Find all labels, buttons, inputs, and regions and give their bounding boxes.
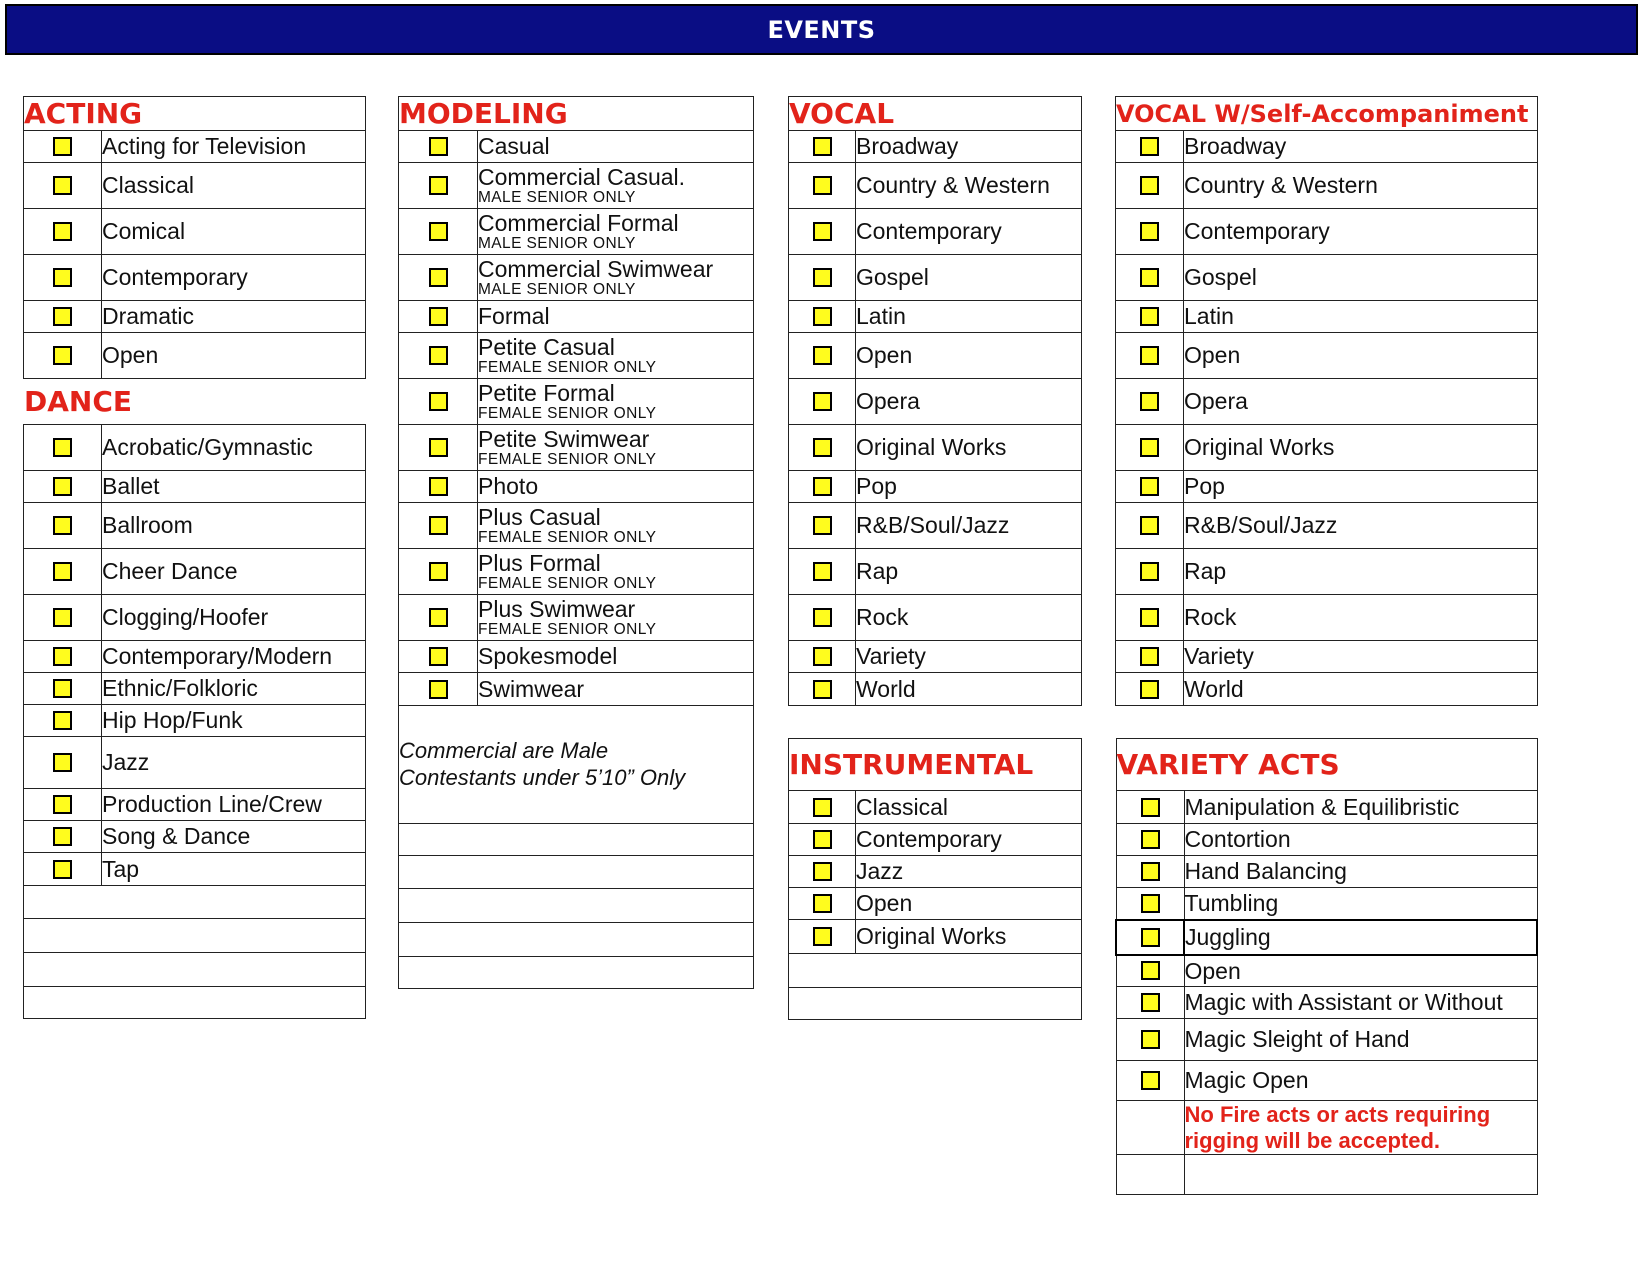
event-label: Rap <box>856 558 899 585</box>
checkbox[interactable] <box>1140 477 1159 496</box>
warning-line: No Fire acts or acts requiring <box>1184 1102 1491 1128</box>
checkbox[interactable] <box>813 268 832 287</box>
checkbox[interactable] <box>1141 862 1160 881</box>
instrumental-table <box>788 738 1082 1020</box>
blank-row <box>24 919 366 953</box>
event-label: World <box>856 675 916 702</box>
checkbox[interactable] <box>1141 993 1160 1012</box>
checkbox[interactable] <box>429 477 448 496</box>
event-label: Contemporary <box>102 264 248 291</box>
variety-heading: VARIETY ACTS <box>1116 739 1537 791</box>
vocal-heading: VOCAL <box>789 97 1082 131</box>
event-label: Commercial Swimwear <box>478 255 714 282</box>
event-label: Production Line/Crew <box>102 791 322 818</box>
checkbox[interactable] <box>53 562 72 581</box>
dance-heading: DANCE <box>24 379 366 425</box>
variety-acts-table <box>1115 738 1538 1195</box>
blank-row <box>399 923 754 957</box>
checkbox[interactable] <box>53 516 72 535</box>
event-label: Jazz <box>102 749 150 776</box>
checkbox[interactable] <box>53 222 72 241</box>
acting-dance-table <box>23 96 366 1019</box>
blank-row <box>24 987 366 1019</box>
checkbox[interactable] <box>1140 268 1159 287</box>
event-label: Plus Formal <box>478 549 601 576</box>
checkbox[interactable] <box>813 862 832 881</box>
event-label: Commercial Formal <box>478 209 679 236</box>
checkbox[interactable] <box>1141 928 1160 947</box>
checkbox[interactable] <box>813 894 832 913</box>
checkbox[interactable] <box>1141 798 1160 817</box>
event-label: Latin <box>856 303 906 330</box>
event-label: Open <box>1184 342 1241 369</box>
event-label: Acting for Television <box>102 133 307 160</box>
checkbox[interactable] <box>813 222 832 241</box>
checkbox[interactable] <box>813 608 832 627</box>
event-label: Pop <box>1184 473 1225 500</box>
event-label: Plus Casual <box>478 503 601 530</box>
modeling-table <box>398 96 754 989</box>
event-restriction: FEMALE SENIOR ONLY <box>478 621 657 639</box>
checkbox[interactable] <box>813 346 832 365</box>
events-banner <box>5 4 1638 55</box>
checkbox[interactable] <box>53 647 72 666</box>
event-label: Contemporary/Modern <box>102 643 333 670</box>
event-label: Variety <box>1184 643 1254 670</box>
checkbox[interactable] <box>1140 222 1159 241</box>
event-label: Juggling <box>1185 923 1271 950</box>
event-label: Petite Casual <box>478 333 615 360</box>
checkbox[interactable] <box>53 860 72 879</box>
event-restriction: FEMALE SENIOR ONLY <box>478 405 657 423</box>
event-restriction: MALE SENIOR ONLY <box>478 189 636 207</box>
checkbox[interactable] <box>1141 1030 1160 1049</box>
warning-line: rigging will be accepted. <box>1184 1127 1440 1153</box>
checkbox[interactable] <box>53 827 72 846</box>
event-label: Broadway <box>856 133 959 160</box>
event-restriction: MALE SENIOR ONLY <box>478 235 636 253</box>
event-label: Original Works <box>856 923 1007 950</box>
event-label: R&B/Soul/Jazz <box>856 512 1010 539</box>
event-label: Open <box>856 890 913 917</box>
modeling-note <box>399 706 754 824</box>
checkbox[interactable] <box>813 830 832 849</box>
blank-row <box>24 953 366 987</box>
checkbox[interactable] <box>813 176 832 195</box>
blank-cell <box>1116 1101 1184 1155</box>
checkbox[interactable] <box>813 798 832 817</box>
event-label: Variety <box>856 643 926 670</box>
event-label: Hand Balancing <box>1184 858 1347 885</box>
event-label: Opera <box>1184 388 1248 415</box>
checkbox[interactable] <box>53 608 72 627</box>
event-label: Tap <box>102 855 140 882</box>
blank-row <box>789 954 1082 988</box>
event-label: Magic with Assistant or Without <box>1184 989 1503 1016</box>
vocal-self-heading: VOCAL W/Self-Accompaniment <box>1116 97 1538 131</box>
blank-row <box>399 957 754 989</box>
checkbox[interactable] <box>813 927 832 946</box>
blank-row <box>24 886 366 919</box>
event-label: Latin <box>1184 303 1234 330</box>
event-label: Casual <box>478 133 550 160</box>
event-label: Open <box>856 342 913 369</box>
checkbox[interactable] <box>1141 961 1160 980</box>
checkbox[interactable] <box>1141 894 1160 913</box>
no-fire-warning <box>1184 1101 1537 1155</box>
event-label: Classical <box>102 172 195 199</box>
event-label: Contortion <box>1184 826 1291 853</box>
checkbox[interactable] <box>1140 392 1159 411</box>
checkbox[interactable] <box>813 562 832 581</box>
event-label: Comical <box>102 218 186 245</box>
event-label: Plus Swimwear <box>478 595 636 622</box>
checkbox[interactable] <box>1140 516 1159 535</box>
event-label: Dramatic <box>102 303 195 330</box>
checkbox[interactable] <box>429 137 448 156</box>
checkbox[interactable] <box>1140 562 1159 581</box>
checkbox[interactable] <box>429 608 448 627</box>
checkbox[interactable] <box>1141 830 1160 849</box>
checkbox[interactable] <box>813 516 832 535</box>
checkbox[interactable] <box>53 176 72 195</box>
event-restriction: FEMALE SENIOR ONLY <box>478 575 657 593</box>
event-label: Rap <box>1184 558 1227 585</box>
event-label: Rock <box>1184 604 1237 631</box>
blank-row <box>399 889 754 923</box>
event-label: Contemporary <box>1184 218 1330 245</box>
checkbox[interactable] <box>813 307 832 326</box>
event-label: Original Works <box>1184 434 1335 461</box>
event-label: Pop <box>856 473 897 500</box>
event-label: Open <box>102 342 159 369</box>
event-label: Ballroom <box>102 512 193 539</box>
note-line: Contestants under 5’10” Only <box>399 764 686 790</box>
event-label: Spokesmodel <box>478 643 618 670</box>
event-label: Country & Western <box>856 172 1050 199</box>
event-label: Magic Sleight of Hand <box>1184 1026 1410 1053</box>
checkbox[interactable] <box>813 438 832 457</box>
checkbox[interactable] <box>429 680 448 699</box>
checkbox[interactable] <box>53 753 72 772</box>
checkbox[interactable] <box>429 392 448 411</box>
checkbox[interactable] <box>1140 137 1159 156</box>
event-label: Petite Formal <box>478 379 615 406</box>
event-label: Acrobatic/Gymnastic <box>102 434 313 461</box>
page-title: EVENTS <box>767 15 876 44</box>
checkbox[interactable] <box>429 346 448 365</box>
checkbox[interactable] <box>53 438 72 457</box>
checkbox[interactable] <box>53 137 72 156</box>
blank-cell <box>1184 1155 1537 1195</box>
event-label: Jazz <box>856 858 904 885</box>
checkbox[interactable] <box>1141 1071 1160 1090</box>
vocal-self-accompaniment-table <box>1115 96 1538 706</box>
event-label: Formal <box>478 303 550 330</box>
event-label: Rock <box>856 604 909 631</box>
checkbox[interactable] <box>1140 438 1159 457</box>
event-label: Song & Dance <box>102 823 251 850</box>
checkbox[interactable] <box>53 307 72 326</box>
checkbox[interactable] <box>1140 647 1159 666</box>
event-label: Hip Hop/Funk <box>102 707 243 734</box>
blank-row <box>399 856 754 889</box>
event-label: World <box>1184 675 1244 702</box>
event-label: Contemporary <box>856 218 1002 245</box>
checkbox[interactable] <box>53 268 72 287</box>
event-label: Opera <box>856 388 920 415</box>
checkbox[interactable] <box>813 477 832 496</box>
acting-heading: ACTING <box>24 97 366 131</box>
event-restriction: FEMALE SENIOR ONLY <box>478 529 657 547</box>
note-line: Commercial are Male <box>399 738 609 764</box>
blank-row <box>399 824 754 856</box>
event-label: R&B/Soul/Jazz <box>1184 512 1338 539</box>
event-label: Original Works <box>856 434 1007 461</box>
checkbox[interactable] <box>1140 307 1159 326</box>
instrumental-heading: INSTRUMENTAL <box>789 739 1082 791</box>
checkbox[interactable] <box>53 346 72 365</box>
event-label: Ethnic/Folkloric <box>102 675 258 702</box>
event-restriction: FEMALE SENIOR ONLY <box>478 359 657 377</box>
checkbox[interactable] <box>1140 346 1159 365</box>
event-label: Broadway <box>1184 133 1287 160</box>
checkbox[interactable] <box>813 680 832 699</box>
checkbox[interactable] <box>1140 608 1159 627</box>
checkbox[interactable] <box>53 795 72 814</box>
checkbox[interactable] <box>813 647 832 666</box>
event-label: Cheer Dance <box>102 558 238 585</box>
checkbox[interactable] <box>429 647 448 666</box>
event-label: Swimwear <box>478 675 585 702</box>
event-label: Ballet <box>102 473 160 500</box>
vocal-table <box>788 96 1082 706</box>
event-restriction: MALE SENIOR ONLY <box>478 281 636 299</box>
event-label: Petite Swimwear <box>478 425 650 452</box>
event-label: Contemporary <box>856 826 1002 853</box>
checkbox[interactable] <box>1140 680 1159 699</box>
event-restriction: FEMALE SENIOR ONLY <box>478 451 657 469</box>
checkbox[interactable] <box>429 307 448 326</box>
event-label: Magic Open <box>1184 1067 1309 1094</box>
checkbox[interactable] <box>429 268 448 287</box>
modeling-heading: MODELING <box>399 97 754 131</box>
checkbox[interactable] <box>429 222 448 241</box>
event-label: Gospel <box>1184 264 1257 291</box>
event-label: Clogging/Hoofer <box>102 604 269 631</box>
event-label: Photo <box>478 473 539 500</box>
checkbox[interactable] <box>53 679 72 698</box>
blank-row <box>789 988 1082 1020</box>
blank-cell <box>1116 1155 1184 1195</box>
event-label: Tumbling <box>1184 890 1279 917</box>
event-label: Commercial Casual. <box>478 163 686 190</box>
checkbox[interactable] <box>813 137 832 156</box>
checkbox[interactable] <box>1140 176 1159 195</box>
event-label: Classical <box>856 793 949 820</box>
event-label: Gospel <box>856 264 929 291</box>
event-label: Manipulation & Equilibristic <box>1184 793 1460 820</box>
event-label: Country & Western <box>1184 172 1378 199</box>
checkbox[interactable] <box>53 711 72 730</box>
checkbox[interactable] <box>429 176 448 195</box>
event-label: Open <box>1184 957 1241 984</box>
checkbox[interactable] <box>813 392 832 411</box>
checkbox[interactable] <box>429 438 448 457</box>
checkbox[interactable] <box>53 477 72 496</box>
checkbox[interactable] <box>429 562 448 581</box>
checkbox[interactable] <box>429 516 448 535</box>
